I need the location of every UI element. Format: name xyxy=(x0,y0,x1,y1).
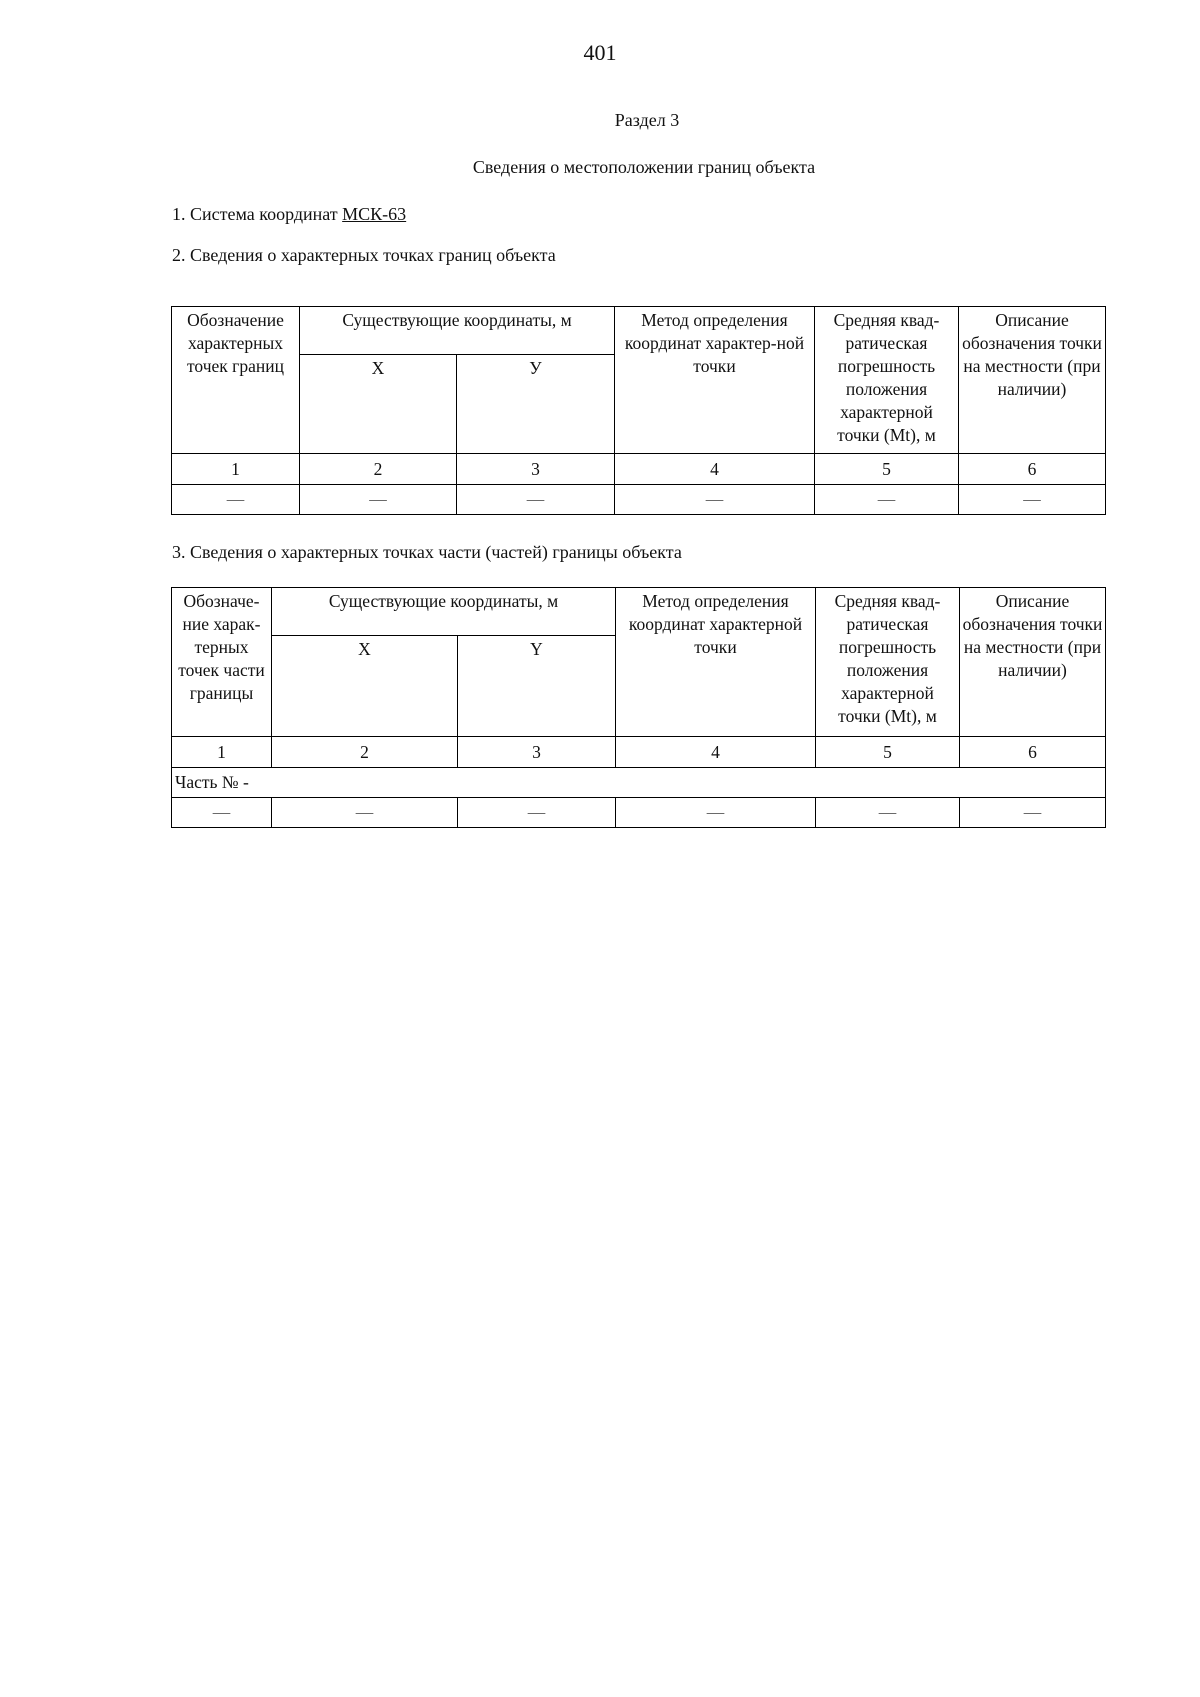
table-cell: — xyxy=(959,485,1106,515)
item-3-heading: 3. Сведения о характерных точках части (частей) границы объекта xyxy=(172,542,682,562)
column-number-row xyxy=(172,737,1106,768)
column-number: 4 xyxy=(616,737,816,768)
header-existing-coordinates: Существующие координаты, м xyxy=(272,588,616,636)
table-cell: — xyxy=(457,485,615,515)
header-accuracy: Средняя квад-ратическая погрешность положения характерной точки (Mt), м xyxy=(815,307,959,454)
header-method: Метод определения координат характерной точки xyxy=(616,588,816,737)
table-cell: — xyxy=(815,485,959,515)
column-number: 1 xyxy=(172,737,272,768)
column-number: 4 xyxy=(615,454,815,485)
column-number: 2 xyxy=(300,454,457,485)
table-cell: — xyxy=(172,798,272,828)
table-cell: — xyxy=(816,798,960,828)
header-method: Метод определения координат характер-ной точки xyxy=(615,307,815,454)
table-cell: — xyxy=(616,798,816,828)
header-x: X xyxy=(300,355,457,454)
column-number: 5 xyxy=(815,454,959,485)
part-label: Часть № - xyxy=(172,768,1106,798)
part-boundary-points-table xyxy=(171,587,1106,828)
header-description: Описание обозначения точки на местности (при наличии) xyxy=(959,307,1106,454)
coordinate-system-line xyxy=(172,204,406,225)
column-number: 1 xyxy=(172,454,300,485)
table-cell: — xyxy=(272,798,458,828)
page-number: 401 xyxy=(583,40,617,65)
coordinate-system-value: МСК-63 xyxy=(342,204,407,224)
header-x: X xyxy=(272,636,458,737)
table-cell: — xyxy=(300,485,457,515)
part-row xyxy=(172,768,1106,798)
table-cell: — xyxy=(615,485,815,515)
header-accuracy: Средняя квад-ратическая погрешность положения характерной точки (Mt), м xyxy=(816,588,960,737)
table-cell: — xyxy=(172,485,300,515)
column-number-row xyxy=(172,454,1106,485)
table-row xyxy=(172,485,1106,515)
coordinate-system-label: 1. Система координат xyxy=(172,204,338,224)
column-number: 6 xyxy=(960,737,1106,768)
boundary-points-table xyxy=(171,306,1106,515)
header-existing-coordinates: Существующие координаты, м xyxy=(300,307,615,355)
column-number: 5 xyxy=(816,737,960,768)
header-y: Y xyxy=(458,636,616,737)
header-point-designation: Обозначение характерных точек границ xyxy=(172,307,300,454)
header-point-designation: Обозначе-ние харак-терных точек части границы xyxy=(172,588,272,737)
column-number: 2 xyxy=(272,737,458,768)
header-y: У xyxy=(457,355,615,454)
column-number: 6 xyxy=(959,454,1106,485)
column-number: 3 xyxy=(458,737,616,768)
header-description: Описание обозначения точки на местности (при наличии) xyxy=(960,588,1106,737)
table-cell: — xyxy=(960,798,1106,828)
table-cell: — xyxy=(458,798,616,828)
item-2-heading: 2. Сведения о характерных точках границ объекта xyxy=(172,245,556,265)
table-row xyxy=(172,798,1106,828)
column-number: 3 xyxy=(457,454,615,485)
section-title: Раздел 3 xyxy=(614,110,680,130)
document-heading: Сведения о местоположении границ объекта xyxy=(472,157,816,177)
